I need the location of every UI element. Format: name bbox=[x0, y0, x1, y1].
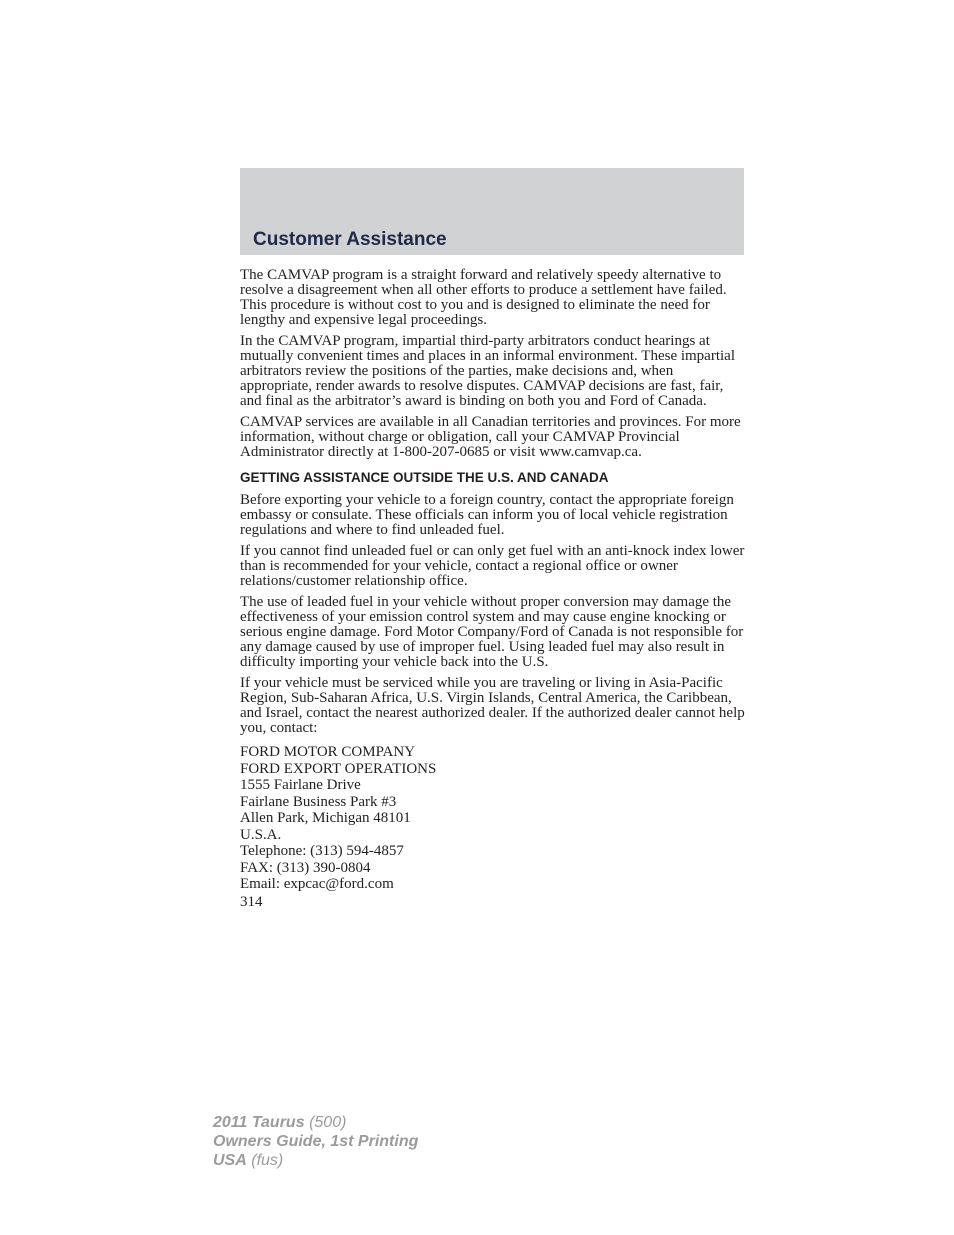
address-email: Email: expcac@ford.com bbox=[240, 876, 394, 892]
footer-market-code: (fus) bbox=[251, 1152, 284, 1169]
paragraph-servicing-abroad: If your vehicle must be serviced while you are traveling or living in Asia-Pacific Region, Sub-Saharan Africa, U.S. Virgin Islands, Central America, the Caribbean, and Israel, contact the nearest authorized dealer. If the authorized dealer cannot help you, contact: bbox=[240, 675, 745, 736]
footer-market: USA bbox=[213, 1152, 247, 1169]
footer-line-guide bbox=[213, 1132, 418, 1151]
section-header-band bbox=[240, 168, 744, 255]
address-street: 1555 Fairlane Drive bbox=[240, 777, 361, 793]
address-country: U.S.A. bbox=[240, 826, 282, 843]
footer-model-code: (500) bbox=[309, 1114, 347, 1131]
address-city: Allen Park, Michigan 48101 bbox=[240, 810, 411, 826]
address-business-park: Fairlane Business Park #3 bbox=[240, 793, 397, 810]
paragraph-camvap-arbitrators: In the CAMVAP program, impartial third-party arbitrators conduct hearings at mutually convenient times and places in an informal environment. These impartial arbitrators review the positions of the parties, make decisions and, when appropriate, render awards to resolve disputes. CAMVAP decisions are fast, fair, and final as the arbitrator’s award is binding on both you and Ford of Canada. bbox=[240, 333, 735, 409]
paragraph-unleaded-fuel: If you cannot find unleaded fuel or can only get fuel with an anti-knock index lower than is recommended for your vehicle, contact a regional office or owner relations/customer relationship office. bbox=[240, 543, 745, 589]
subheading-outside-us-canada: GETTING ASSISTANCE OUTSIDE THE U.S. AND CANADA bbox=[240, 470, 609, 485]
contact-address bbox=[240, 744, 746, 893]
footer-line-model bbox=[213, 1113, 418, 1132]
address-department: FORD EXPORT OPERATIONS bbox=[240, 760, 437, 777]
paragraph-leaded-fuel: The use of leaded fuel in your vehicle without proper conversion may damage the effectiveness of your emission control system and may cause engine knocking or serious engine damage. Ford Motor Company/Ford of Canada is not responsible for any damage caused by use of improper fuel. Using leaded fuel may also result in difficulty importing your vehicle back into the U.S. bbox=[240, 594, 744, 670]
paragraph-camvap-intro: The CAMVAP program is a straight forward and relatively speedy alternative to resolve a disagreement when all other efforts to produce a settlement have failed. This procedure is without cost to you and is designed to eliminate the need for lengthy and expensive legal proceedings. bbox=[240, 267, 727, 328]
address-company: FORD MOTOR COMPANY bbox=[240, 744, 416, 760]
footer-line-market bbox=[213, 1151, 418, 1170]
address-fax: FAX: (313) 390-0804 bbox=[240, 859, 371, 876]
page-number: 314 bbox=[240, 893, 263, 910]
section-title: Customer Assistance bbox=[253, 229, 447, 250]
address-telephone: Telephone: (313) 594-4857 bbox=[240, 843, 404, 859]
footer-guide: Owners Guide, 1st Printing bbox=[213, 1133, 419, 1150]
paragraph-exporting: Before exporting your vehicle to a foreign country, contact the appropriate foreign embassy or consulate. These officials can inform you of local vehicle registration regulations and where to find unleaded fuel. bbox=[240, 492, 734, 538]
document-footer bbox=[213, 1113, 418, 1170]
paragraph-camvap-services: CAMVAP services are available in all Canadian territories and provinces. For more information, without charge or obligation, call your CAMVAP Provincial Administrator directly at 1-800-207-0685 or visit www.camvap.ca. bbox=[240, 414, 741, 460]
footer-model: 2011 Taurus bbox=[213, 1114, 305, 1131]
page-content bbox=[240, 268, 746, 911]
